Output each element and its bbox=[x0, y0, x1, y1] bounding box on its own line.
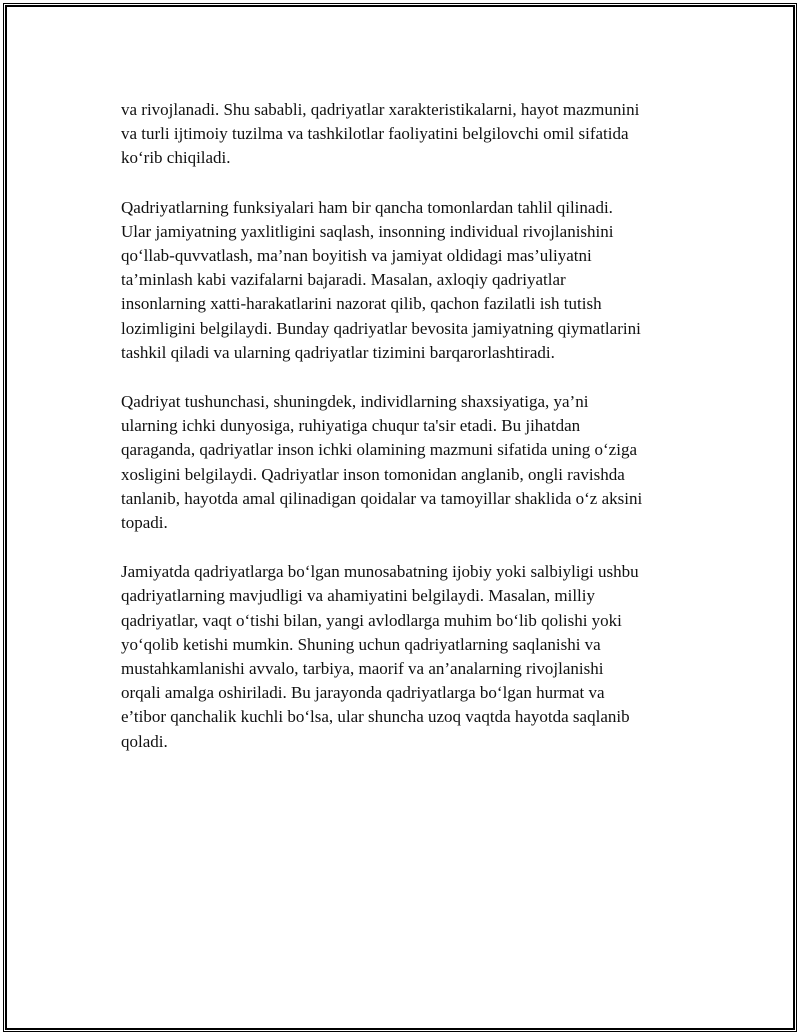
document-body bbox=[121, 98, 701, 779]
page-border-frame bbox=[3, 3, 797, 1032]
paragraph-1: va rivojlanadi. Shu sababli, qadriyatlar xarakteristikalarni, hayot mazmunini va turli ijtimoiy tuzilma va tashkilotlar faoliyatini belgilovchi omil sifatida ko‘rib chiqiladi. bbox=[121, 100, 640, 168]
paragraph-4: Jamiyatda qadriyatlarga bo‘lgan munosabatning ijobiy yoki salbiyligi ushbu qadriyatlarning mavjudligi va ahamiyatini belgilaydi. Masalan, milliy qadriyatlar, vaqt o‘tishi bilan, yangi avlodlarga muhim bo‘lib qolishi yoki yo‘qolib ketishi mumkin. Shuning uchun qadriyatlarning saqlanishi va mustahkamlanishi avvalo, tarbiya, maorif va an’analarning rivojlanishi orqali amalga oshiriladi. Bu jarayonda qadriyatlarga bo‘lgan hurmat va e’tibor qanchalik kuchli bo‘lsa, ular shuncha uzoq vaqtda hayotda saqlanib qoladi. bbox=[121, 562, 639, 751]
paragraph-3: Qadriyat tushunchasi, shuningdek, individlarning shaxsiyatiga, ya’ni ularning ichki dunyosiga, ruhiyatiga chuqur ta'sir etadi. Bu jihatdan qaraganda, qadriyatlar inson ichki olamining mazmuni sifatida uning o‘ziga xosligini belgilaydi. Qadriyatlar inson tomonidan anglanib, ongli ravishda tanlanib, hayotda amal qilinadigan qoidalar va tamoyillar shaklida o‘z aksini topadi. bbox=[121, 392, 643, 533]
paragraph-2: Qadriyatlarning funksiyalari ham bir qancha tomonlardan tahlil qilinadi. Ular jamiyatning yaxlitligini saqlash, insonning individual rivojlanishini qo‘llab-quvvatlash, ma’nan boyitish va jamiyat oldidagi mas’uliyatni ta’minlash kabi vazifalarni bajaradi. Masalan, axloqiy qadriyatlar insonlarning xatti-harakatlarini nazorat qilib, qachon fazilatli ish tutish lozimligini belgilaydi. Bunday qadriyatlar bevosita jamiyatning qiymatlarini tashkil qiladi va ularning qadriyatlar tizimini barqarorlashtiradi. bbox=[121, 197, 641, 362]
